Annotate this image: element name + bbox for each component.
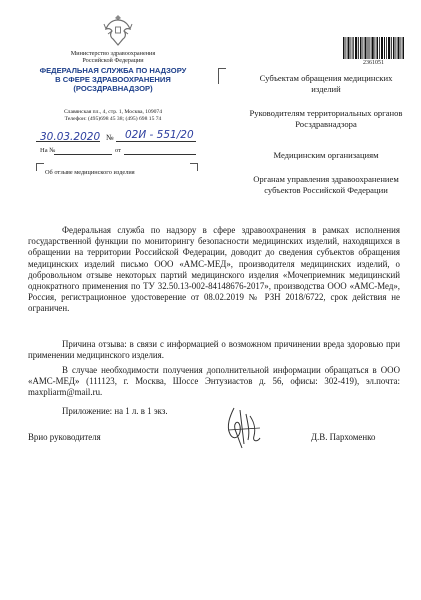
handwritten-date: 30.03.2020 — [40, 131, 101, 143]
address-line-2: Телефон: (495)698 45 38; (495) 698 15 74 — [64, 116, 162, 123]
body-paragraph-2: Причина отзыва: в связи с информацией о возможном причинении вреда здоровью при применении медицинского изделия. — [28, 339, 400, 361]
recipient-1: Субъектам обращения медицинских изделий — [259, 73, 393, 94]
body-paragraph-3: В случае необходимости получения дополнительной информации обращаться в ООО «АМС-МЕД» (111123, г. Москва, Шоссе Энтузиастов д. 56, офисы: 302-419), эл.почта: maxpliarm@mail.ru. — [28, 365, 400, 398]
subject-line: Об отзыве медицинского изделия — [45, 169, 135, 176]
signatory-name: Д.В. Пархоменко — [311, 432, 376, 442]
ministry-name — [28, 50, 198, 65]
subject-corner-left — [36, 163, 44, 171]
reference-number-label: На № — [40, 147, 56, 154]
recipient-2: Руководителям территориальных органов Росздравнадзора — [249, 108, 403, 129]
body-paragraph-1: Федеральная служба по надзору в сфере здравоохранения в рамках исполнения государственной функции по мониторингу безопасности медицинских изделий, находящихся в обращении на территории Российской Федерации, доводит до сведения субъектов обращения медицинских изделий письмо ООО «АМС-МЕД», производителя медицинских изделий, о добровольном отзыве некоторых партий медицинского изделия «Мочеприемник медицинский однократного применения по ТУ 32.50.13-002-84148676-2017», производства ООО «АМС-Мед», Россия, регистрационное удостоверение от 08.02.2019 № РЗН 2018/6722, срок действия не ограничен. — [28, 225, 400, 314]
ministry-line-2: Российской Федерации — [82, 57, 144, 65]
barcode-number: 2361051 — [363, 60, 384, 66]
reference-number-line — [54, 154, 112, 155]
address-line-1: Славянская пл., 4, стр. 1, Москва, 109074 — [63, 109, 163, 115]
recipients-bracket-horizontal — [218, 68, 226, 69]
agency-line-2: В СФЕРЕ ЗДРАВООХРАНЕНИЯ — [55, 75, 171, 84]
signatory-position: Врио руководителя — [28, 432, 101, 442]
barcode-icon — [343, 37, 404, 59]
number-sign: № — [106, 133, 114, 142]
agency-address — [28, 109, 198, 123]
agency-name — [28, 66, 198, 93]
recipient-3: Медицинским организациям — [273, 150, 379, 160]
reference-date-line — [124, 154, 196, 155]
number-underline — [116, 141, 196, 142]
agency-line-1: ФЕДЕРАЛЬНАЯ СЛУЖБА ПО НАДЗОРУ — [39, 66, 187, 75]
reference-date-label: от — [115, 147, 122, 154]
agency-line-3: (РОСЗДРАВНАДЗОР) — [73, 84, 153, 93]
handwritten-signature-icon — [220, 402, 268, 452]
recipients-bracket-vertical — [218, 68, 219, 84]
emblem-icon — [103, 12, 133, 48]
subject-corner-right — [190, 163, 198, 171]
attachment-note: Приложение: на 1 л. в 1 экз. — [62, 406, 168, 416]
recipient-4: Органам управления здравоохранением субъектов Российской Федерации — [253, 174, 399, 195]
handwritten-number: 02И - 551/20 — [125, 129, 194, 141]
ministry-line-1: Министерство здравоохранения — [70, 50, 156, 57]
